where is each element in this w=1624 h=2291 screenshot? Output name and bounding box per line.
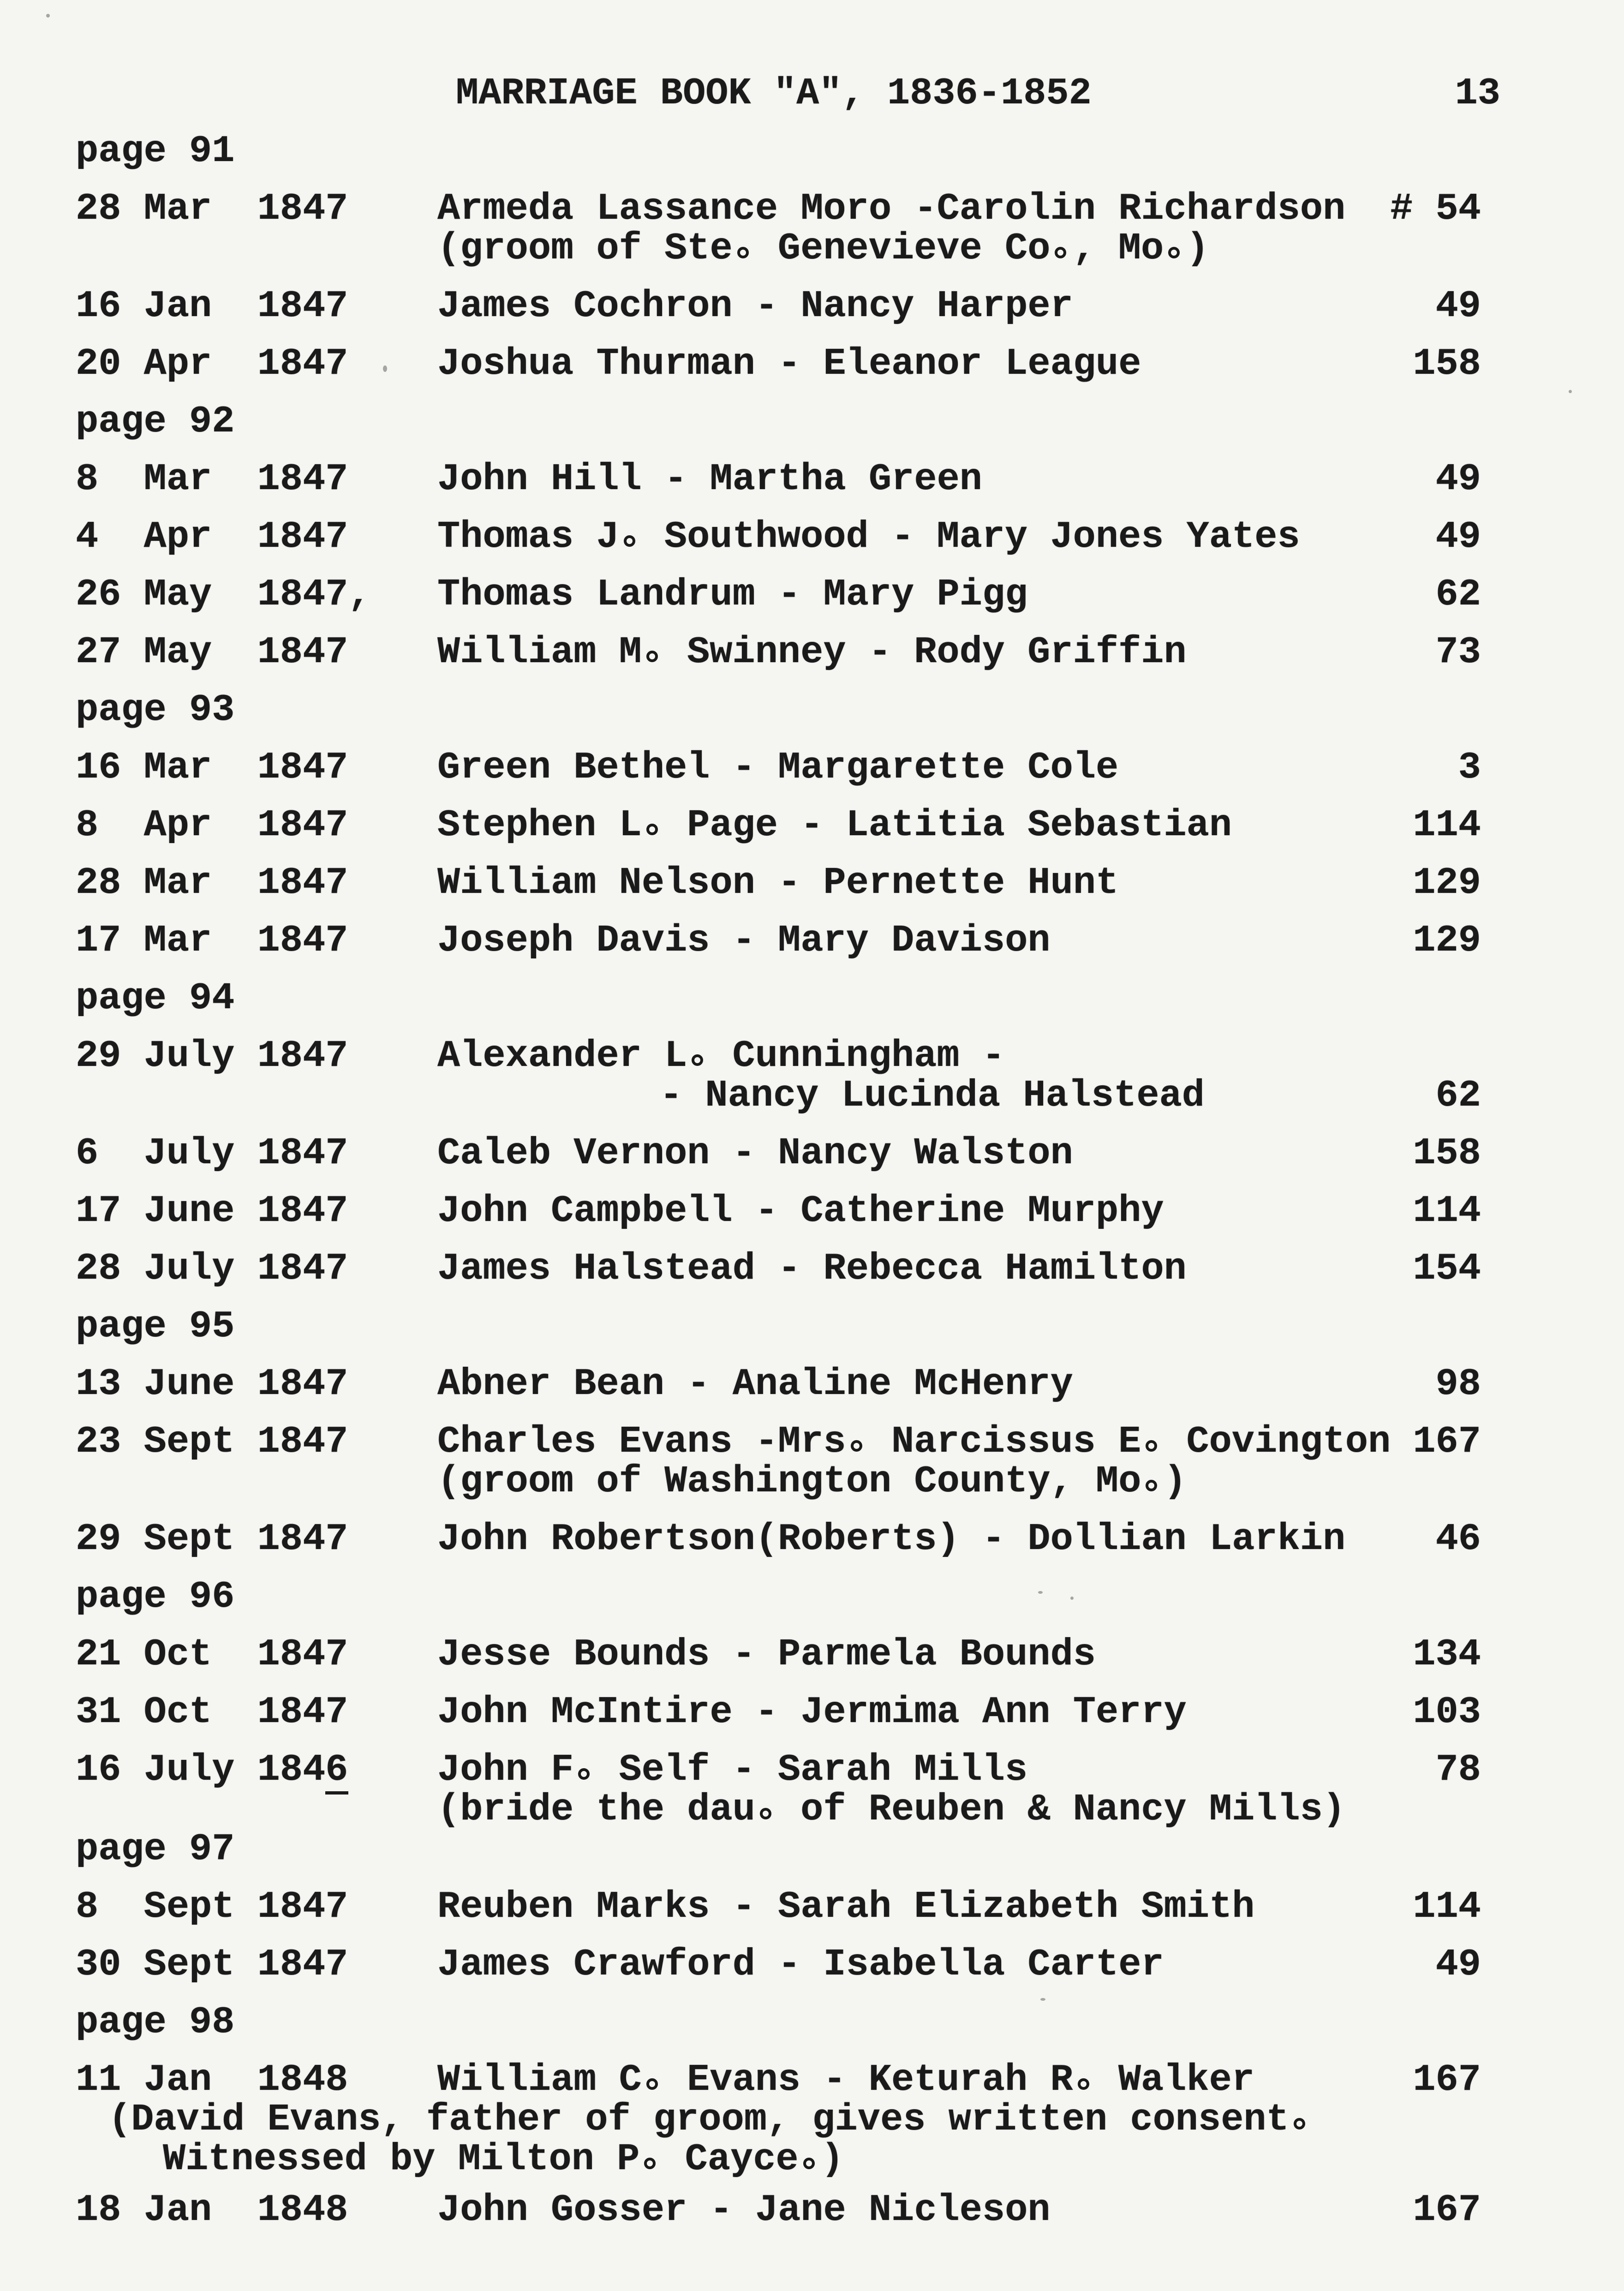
page-label xyxy=(0,690,1624,730)
entry-names: Jesse Bounds - Parmela Bounds xyxy=(437,1633,1096,1676)
typewriter-period-glyph xyxy=(646,651,658,662)
entry-record-number: 49 xyxy=(1435,1943,1481,1986)
entry-continuation xyxy=(0,1790,1624,1830)
entry-date: 17 Mar 1847 xyxy=(76,919,348,962)
typewriter-period-glyph xyxy=(646,2078,658,2090)
entry-date: 29 July 1847 xyxy=(76,1035,348,1077)
entry-names: (groom of Washington County, Mo ) xyxy=(437,1460,1187,1503)
page-label-text: page 97 xyxy=(76,1828,235,1871)
marriage-entry xyxy=(0,1635,1624,1675)
entry-record-number: 49 xyxy=(1435,285,1481,328)
entry-date: 20 Apr 1847 xyxy=(76,342,348,385)
typewriter-period-glyph xyxy=(578,1768,590,1780)
underlined-year-digit: 6 xyxy=(325,1748,348,1795)
document-title: MARRIAGE BOOK "A", 1836-1852 xyxy=(456,72,1092,115)
entry-names: James Halstead - Rebecca Hamilton xyxy=(437,1247,1187,1290)
entry-names: (bride the dau of Reuben & Nancy Mills) xyxy=(437,1788,1346,1831)
entry-record-number: 78 xyxy=(1435,1748,1481,1791)
entry-names: Caleb Vernon - Nancy Walston xyxy=(437,1132,1073,1175)
entry-date: 6 July 1847 xyxy=(76,1132,348,1175)
entry-date: 21 Oct 1847 xyxy=(76,1633,348,1676)
marriage-entry xyxy=(0,1693,1624,1732)
typewriter-period-glyph xyxy=(1168,247,1180,258)
marriage-entry xyxy=(0,1422,1624,1462)
entry-date: 30 Sept 1847 xyxy=(76,1943,348,1986)
entry-record-number: 3 xyxy=(1458,746,1481,789)
entry-record-number: 167 xyxy=(1413,2058,1481,2101)
document-page-number: 13 xyxy=(1455,72,1500,115)
typewriter-period-glyph xyxy=(803,2158,815,2169)
entry-names: (groom of Ste Genevieve Co , Mo ) xyxy=(437,227,1209,270)
page-label xyxy=(0,1577,1624,1617)
marriage-entry xyxy=(0,1249,1624,1289)
marriage-entry xyxy=(0,633,1624,672)
typewriter-period-glyph xyxy=(1078,2078,1089,2090)
entry-date: 23 Sept 1847 xyxy=(76,1420,348,1463)
marriage-entry xyxy=(0,1134,1624,1173)
typewriter-period-glyph xyxy=(624,535,635,547)
entry-names: (David Evans, father of groom, gives written consent xyxy=(108,2100,1312,2140)
typewriter-period-glyph xyxy=(1146,1480,1157,1491)
marriage-entry xyxy=(0,575,1624,615)
page-label xyxy=(0,1307,1624,1346)
scan-speck xyxy=(1569,390,1572,393)
scan-speck xyxy=(383,365,387,372)
entry-names: Thomas J Southwood - Mary Jones Yates xyxy=(437,515,1300,558)
entry-record-number: 98 xyxy=(1435,1363,1481,1406)
entry-names: John McIntire - Jermima Ann Terry xyxy=(437,1691,1187,1734)
marriage-entry xyxy=(0,806,1624,845)
page-label-text: page 94 xyxy=(76,977,235,1020)
entry-names: Thomas Landrum - Mary Pigg xyxy=(437,573,1028,616)
marriage-entry xyxy=(0,2190,1624,2230)
entry-date: 26 May 1847, xyxy=(76,573,371,616)
typewriter-period-glyph xyxy=(1055,247,1066,258)
entry-names: Charles Evans -Mrs Narcissus E Covington xyxy=(437,1420,1391,1463)
entry-date: 11 Jan 1848 xyxy=(76,2058,348,2101)
page-label xyxy=(0,1830,1624,1869)
page-label-text: page 92 xyxy=(76,400,235,443)
entry-date: 16 July 1846 xyxy=(76,1750,348,1790)
marriage-entry xyxy=(0,517,1624,557)
entry-names: Abner Bean - Analine McHenry xyxy=(437,1363,1073,1406)
scan-speck xyxy=(1040,1998,1045,2001)
typewriter-period-glyph xyxy=(1146,1440,1157,1452)
entry-names: Armeda Lassance Moro -Carolin Richardson xyxy=(437,187,1346,230)
entry-date: 28 Mar 1847 xyxy=(76,187,348,230)
marriage-entry xyxy=(0,1519,1624,1559)
entry-date: 8 Mar 1847 xyxy=(76,458,348,501)
entry-record-number: 62 xyxy=(1435,1074,1481,1117)
marriage-entry xyxy=(0,287,1624,326)
page-label xyxy=(0,979,1624,1018)
entry-date: 17 June 1847 xyxy=(76,1190,348,1232)
marriage-entry xyxy=(0,1945,1624,1985)
marriage-entry xyxy=(0,863,1624,903)
page-label-text: page 91 xyxy=(76,130,235,173)
entry-names: Joseph Davis - Mary Davison xyxy=(437,919,1051,962)
entry-record-number: 154 xyxy=(1413,1247,1481,1290)
entry-names: - Nancy Lucinda Halstead xyxy=(660,1074,1205,1117)
entry-record-number: 158 xyxy=(1413,342,1481,385)
entry-names: William M Swinney - Rody Griffin xyxy=(437,631,1187,674)
entry-names: Stephen L Page - Latitia Sebastian xyxy=(437,804,1232,847)
document-header xyxy=(0,74,1624,114)
page-label-text: page 95 xyxy=(76,1305,235,1348)
marriage-entry xyxy=(0,1191,1624,1231)
entry-names: Alexander L Cunningham - xyxy=(437,1035,1005,1077)
entry-date: 28 Mar 1847 xyxy=(76,861,348,904)
entry-record-number: 167 xyxy=(1413,2189,1481,2231)
entry-names: James Crawford - Isabella Carter xyxy=(437,1943,1164,1986)
entry-date: 4 Apr 1847 xyxy=(76,515,348,558)
entry-names: William Nelson - Pernette Hunt xyxy=(437,861,1119,904)
page-label xyxy=(0,2003,1624,2042)
entry-date: 13 June 1847 xyxy=(76,1363,348,1406)
typewriter-period-glyph xyxy=(692,1054,703,1066)
entry-names: Green Bethel - Margarette Cole xyxy=(437,746,1119,789)
entry-record-number: # 54 xyxy=(1390,187,1481,230)
entry-names: James Cochron - Nancy Harper xyxy=(437,285,1073,328)
page-label-text: page 93 xyxy=(76,688,235,731)
entry-names: Reuben Marks - Sarah Elizabeth Smith xyxy=(437,1885,1255,1928)
entry-record-number: 46 xyxy=(1435,1518,1481,1561)
typewriter-period-glyph xyxy=(851,1440,862,1452)
entry-names: John Gosser - Jane Nicleson xyxy=(437,2189,1051,2231)
marriage-entry xyxy=(0,748,1624,788)
entry-names: Witnessed by Milton P Cayce ) xyxy=(163,2138,844,2181)
entry-record-number: 49 xyxy=(1435,515,1481,558)
marriage-entry xyxy=(0,1036,1624,1076)
marriage-entry xyxy=(0,1750,1624,1790)
entry-date: 31 Oct 1847 xyxy=(76,1691,348,1734)
marriage-entry xyxy=(0,921,1624,961)
entry-record-number: 134 xyxy=(1413,1633,1481,1676)
scan-speck xyxy=(46,14,50,18)
marriage-entry xyxy=(0,189,1624,229)
entry-date: 29 Sept 1847 xyxy=(76,1518,348,1561)
entry-continuation xyxy=(0,2140,1624,2179)
entry-record-number: 129 xyxy=(1413,919,1481,962)
marriage-entry xyxy=(0,460,1624,499)
entry-date: 18 Jan 1848 xyxy=(76,2189,348,2231)
scan-speck xyxy=(1038,1591,1043,1594)
typewriter-period-glyph xyxy=(737,247,749,258)
entry-record-number: 103 xyxy=(1413,1691,1481,1734)
page-label xyxy=(0,402,1624,442)
marriage-entry xyxy=(0,1887,1624,1927)
entry-date: 8 Sept 1847 xyxy=(76,1885,348,1928)
entry-record-number: 114 xyxy=(1413,1885,1481,1928)
entry-names: John Hill - Martha Green xyxy=(437,458,982,501)
entry-record-number: 167 xyxy=(1413,1420,1481,1463)
entry-record-number: 49 xyxy=(1435,458,1481,501)
typewriter-period-glyph xyxy=(1294,2118,1305,2129)
entry-record-number: 114 xyxy=(1413,804,1481,847)
marriage-entry xyxy=(0,2060,1624,2100)
entry-date: 16 Jan 1847 xyxy=(76,285,348,328)
marriage-entry xyxy=(0,344,1624,384)
scan-speck xyxy=(1070,1597,1074,1600)
entry-names: Joshua Thurman - Eleanor League xyxy=(437,342,1141,385)
entry-names: John Campbell - Catherine Murphy xyxy=(437,1190,1164,1232)
entry-record-number: 73 xyxy=(1435,631,1481,674)
entry-date: 27 May 1847 xyxy=(76,631,348,674)
marriage-record-list xyxy=(0,132,1624,2230)
entry-date: 28 July 1847 xyxy=(76,1247,348,1290)
typewriter-period-glyph xyxy=(644,2158,656,2169)
entry-record-number: 62 xyxy=(1435,573,1481,616)
entry-continuation xyxy=(0,229,1624,269)
page-label-text: page 98 xyxy=(76,2001,235,2044)
entry-record-number: 129 xyxy=(1413,861,1481,904)
entry-names: John F Self - Sarah Mills xyxy=(437,1748,1028,1791)
entry-date: 8 Apr 1847 xyxy=(76,804,348,847)
entry-continuation xyxy=(0,2100,1624,2140)
typewriter-period-glyph xyxy=(760,1808,771,1819)
page-label-text: page 96 xyxy=(76,1575,235,1618)
marriage-entry xyxy=(0,1364,1624,1404)
entry-record-number: 158 xyxy=(1413,1132,1481,1175)
entry-continuation xyxy=(0,1462,1624,1501)
entry-continuation xyxy=(0,1076,1624,1116)
entry-date: 16 Mar 1847 xyxy=(76,746,348,789)
entry-names: John Robertson(Roberts) - Dollian Larkin xyxy=(437,1518,1346,1561)
typewriter-period-glyph xyxy=(646,824,658,835)
entry-record-number: 114 xyxy=(1413,1190,1481,1232)
entry-names: William C Evans - Keturah R Walker xyxy=(437,2058,1255,2101)
page-label xyxy=(0,132,1624,171)
